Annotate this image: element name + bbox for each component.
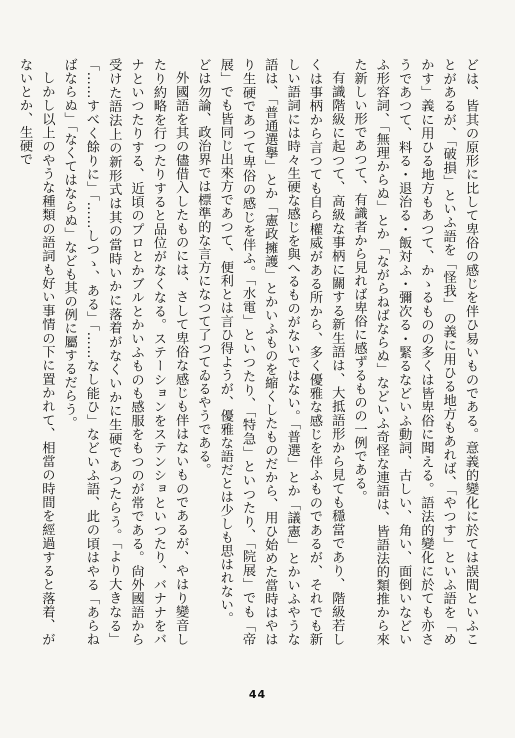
paragraph-2: 有識階級に起つて、高級な事柄に關する新生語は、大抵語形から見ても穩當であり、階級若しくは事柄から言つても自ら權威がある所から、多く優雅な感じを伴ふものであるが、それでも新しい語詞には時々生硬な感じを與へるものがないではない。「普選」とか「議憲」とかいふやうな語は、「普通選擧」とか「憲政擁護」とかいふものを縮くしたものだから、用ひ始めた當時はやはり生硬であつて卑俗の感じを伴ふ。「水電」といつたり、「特急」といつたり、「院展」でも「帝展」でも皆同じ出來方であつて、便利とは言ひ得ようが、優雅な語だとは少しも思はれない。 <box>217 58 345 646</box>
paragraph-5: しかし以上のやうな種類の語詞も好い事情の下に置かれて、相當の時間を經過すると落着、がないとか、生硬で <box>17 58 55 646</box>
paragraph-3: どは勿論、政治界では標準的な言方になつて了つてゐるやうである。 <box>195 58 211 477</box>
paragraph-1: どは、皆其の原形に比して卑俗の感じを伴ひ易いものである。意義的變化に於ては誤間といふことがあるが、「破損」といふ語を「怪我」の義に用ひる地方もあれば、「やつす」といふ語を「めかす」義に用ひる地方もあつて、かゝるものの多くは皆卑俗に聞える。語法的變化に於ても亦さうであつて、料る・退治る・飯対ふ・彌次る・緊るなどいふ動詞、古しい、角い、面倒いなどいふ形容詞、「無理からぬ」とか「ながらねばならぬ」などいふ奇怪な連語は、皆語法的類推から來た新しい形であつて、有識者から見れば卑俗に感ずるものの一例である。 <box>351 58 478 646</box>
paragraph-4: 外國語を其の儘借入したものには、さして卑俗な感じも伴はないものであるが、やはり變音したり約略を行つたりすると品位がなくなる。ステーションをステンショといつたり、バナナをバナといつたりする、近頃のプロとかブルとかいふものも感服をもつのが常である。尙外國語から受けた語法上の新形式は其の當時いかに落着がなくいかに生硬であつたらう。「より大きなる」「……すべく餘りに」「……しつゝ、ある」「……なし能ひ」などいふ語、此の頃はやる「あらねばならぬ」「なくてはならぬ」なども其の例に屬するだらう。 <box>61 58 189 646</box>
page-number: 44 <box>248 688 267 701</box>
vertical-text-body <box>13 58 481 646</box>
